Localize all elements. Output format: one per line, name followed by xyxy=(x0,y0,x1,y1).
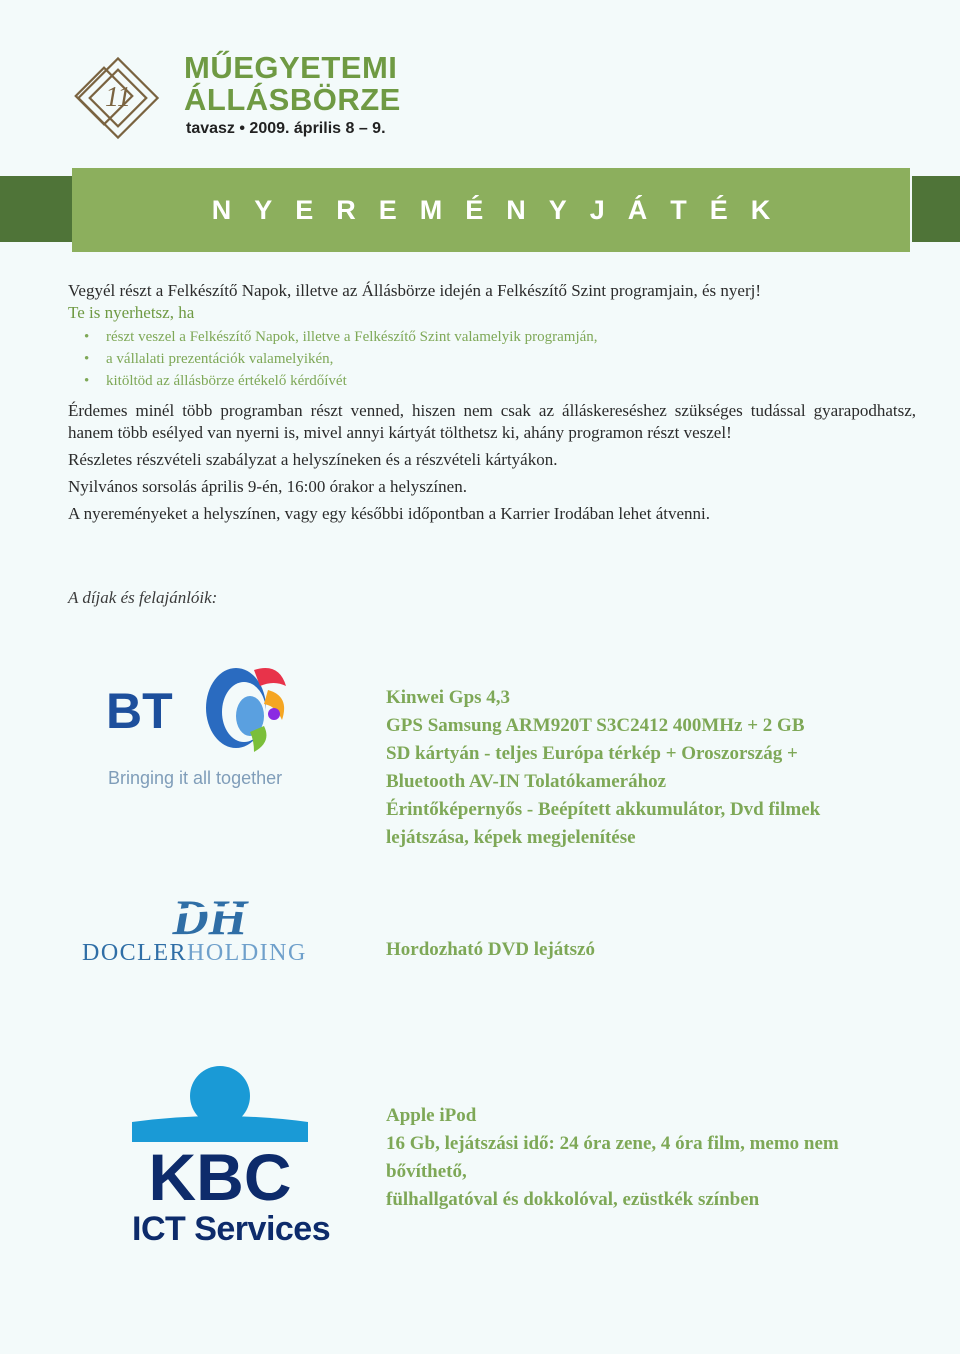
conditions-list xyxy=(68,326,916,392)
docler-logo-text: DH xyxy=(172,889,248,942)
prize-line: Hordozható DVD lejátszó xyxy=(386,939,595,960)
bt-logo xyxy=(104,656,304,760)
explanation-paragraph: Érdemes minél több programban részt venned, hiszen nem csak az álláskereséshez szükséges tudással gyarapodhatsz, hanem több esélyed van nyerni is, mivel annyi kártyát tölthetsz ki, ahány programon részt veszel! xyxy=(68,401,916,442)
prize-line: Apple iPod xyxy=(386,1105,477,1126)
prize-kbc xyxy=(386,1102,906,1214)
prize-line: lejátszása, képek megjelenítése xyxy=(386,827,636,848)
kbc-logo xyxy=(132,1066,308,1210)
title-banner xyxy=(72,168,910,252)
banner-title: NYEREMÉNYJÁTÉK xyxy=(211,194,794,225)
list-item: • részt veszel a Felkészítő Napok, illetve a Felkészítő Szint valamelyik programján, xyxy=(106,326,916,348)
prize-line: Érintőképernyős - Beépített akkumulátor, Dvd filmek xyxy=(386,799,821,820)
rules-text: Részletes részvételi szabályzat a helyszíneken és a részvételi kártyákon. xyxy=(68,450,558,469)
prize-line: Kinwei Gps 4,3 xyxy=(386,687,511,708)
kbc-logo-text: KBC xyxy=(148,1140,292,1210)
prize-line: Bluetooth AV-IN Tolatókamerához xyxy=(386,771,667,792)
list-item: • kitöltöd az állásbörze értékelő kérdőívét xyxy=(106,370,916,392)
event-emblem-logo xyxy=(68,48,168,148)
pickup-text: A nyereményeket a helyszínen, vagy egy későbbi időpontban a Karrier Irodában lehet átvenni. xyxy=(68,504,710,523)
bt-tagline: Bringing it all together xyxy=(108,768,283,788)
prizes-heading: A díjak és felajánlóik: xyxy=(68,588,218,607)
prize-line: GPS Samsung ARM920T S3C2412 400MHz + 2 GB xyxy=(386,715,805,736)
kbc-subtitle: ICT Services xyxy=(132,1210,331,1248)
prize-line: 16 Gb, lejátszási idő: 24 óra zene, 4 óra film, memo nem xyxy=(386,1133,839,1154)
banner-band-left xyxy=(0,176,72,242)
event-title: MŰEGYETEMI ÁLLÁSBÖRZE xyxy=(184,50,401,117)
svg-text:11: 11 xyxy=(105,82,131,113)
prize-docler xyxy=(386,936,906,964)
docler-dh-logo xyxy=(140,888,280,942)
event-date: tavasz • 2009. április 8 – 9. xyxy=(186,120,386,137)
list-item: • a vállalati prezentációk valamelyikén, xyxy=(106,348,916,370)
bt-logo-text: BT xyxy=(106,683,173,739)
docler-holding-name: DOCLERHOLDING xyxy=(82,940,307,966)
prize-line: SD kártyán - teljes Európa térkép + Oroszország + xyxy=(386,743,798,764)
announcement-text xyxy=(68,280,916,525)
event-header xyxy=(68,40,628,150)
prize-bt xyxy=(386,684,906,852)
draw-text: Nyilvános sorsolás április 9-én, 16:00 órakor a helyszínen. xyxy=(68,477,467,496)
intro-text: Vegyél részt a Felkészítő Napok, illetve az Állásbörze idején a Felkészítő Szint programjain, és nyerj! xyxy=(68,281,761,300)
banner-band-right xyxy=(912,176,960,242)
conditions-heading: Te is nyerhetsz, ha xyxy=(68,303,195,322)
prize-line: bővíthető, xyxy=(386,1161,467,1182)
prize-line: fülhallgatóval és dokkolóval, ezüstkék színben xyxy=(386,1189,760,1210)
